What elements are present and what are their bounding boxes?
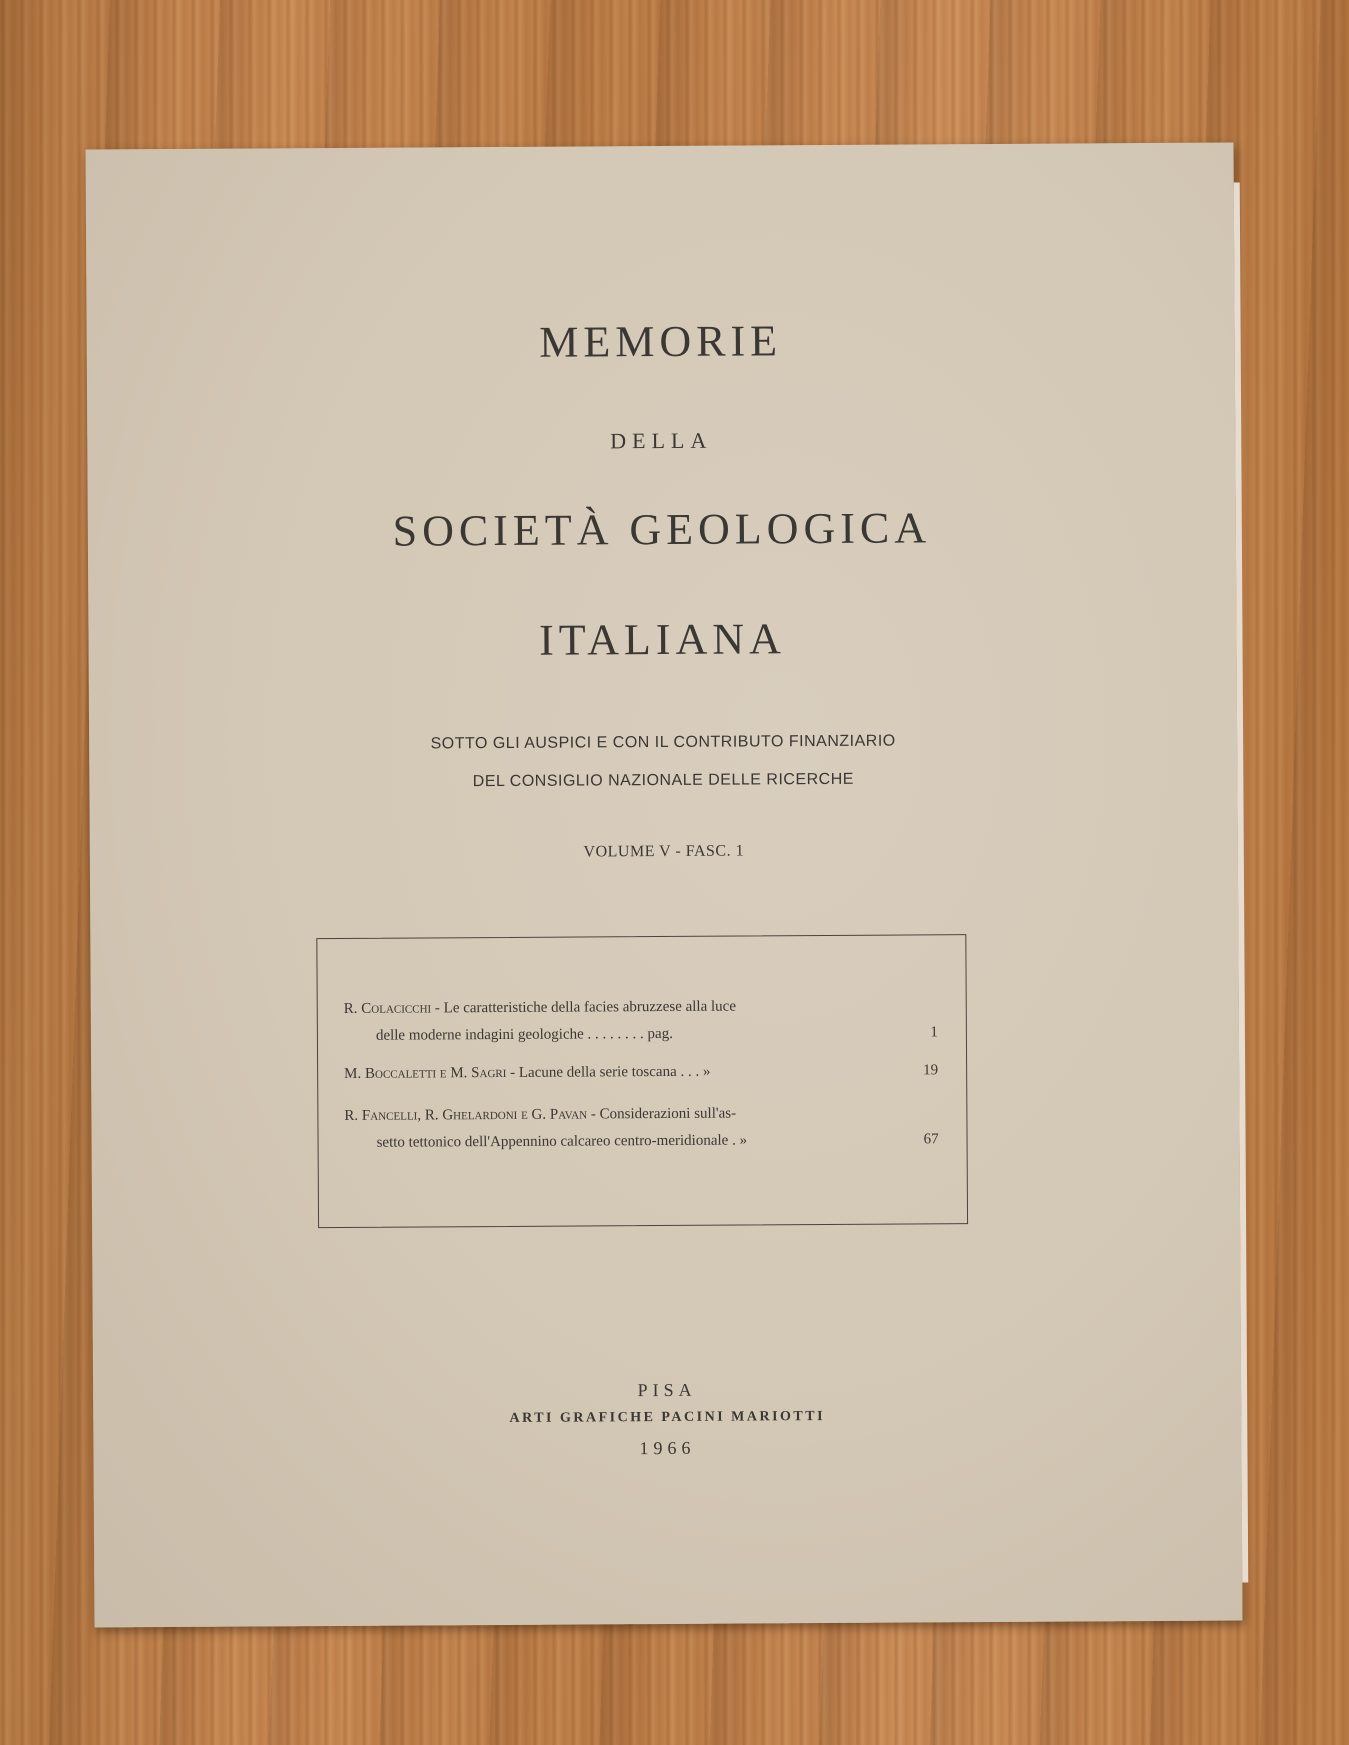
- toc-entry-1-author: R. Colacicchi: [343, 1000, 432, 1017]
- toc-entry-1-title-line1: - Le caratteristiche della facies abruzzese alla luce: [431, 998, 737, 1017]
- toc-entry-3-page: 67: [923, 1131, 939, 1148]
- cover-della: DELLA: [610, 427, 713, 454]
- toc-entry-3-author: R. Fancelli, R. Ghelardoni e G. Pavan: [344, 1106, 588, 1124]
- imprint-year: 1966: [639, 1437, 696, 1459]
- journal-cover: [85, 143, 1242, 1628]
- cover-subtitle-line1: SOTTO GLI AUSPICI E CON IL CONTRIBUTO FINANZIARIO: [430, 732, 896, 753]
- toc-entry-1-title-line2: delle moderne indagini geologiche . . . . . . . . pag.: [375, 1025, 673, 1044]
- toc-entry-3-line1: [344, 1106, 736, 1125]
- cover-edge: [1234, 182, 1249, 1582]
- toc-entry-2-author: M. Boccaletti e M. Sagri: [344, 1064, 507, 1082]
- cover-title: MEMORIE: [539, 316, 783, 367]
- cover-society: SOCIETÀ GEOLOGICA: [392, 503, 932, 556]
- imprint-printer: ARTI GRAFICHE PACINI MARIOTTI: [509, 1409, 826, 1426]
- toc-entry-2-title-line1: - Lacune della serie toscana . . . »: [506, 1063, 711, 1081]
- table-of-contents: [316, 934, 968, 1228]
- toc-entry-3-title-line1: - Considerazioni sull'as-: [587, 1105, 737, 1123]
- toc-entry-3-line2: [377, 1132, 748, 1151]
- toc-entry-2-page: 19: [923, 1062, 939, 1079]
- imprint-city: PISA: [637, 1379, 697, 1401]
- toc-entry-3-title-line2: setto tettonico dell'Appennino calcareo centro-meridionale . »: [376, 1132, 748, 1151]
- toc-entry-1-page: 1: [930, 1024, 938, 1041]
- cover-subtitle-line2: DEL CONSIGLIO NAZIONALE DELLE RICERCHE: [472, 770, 854, 791]
- toc-entry-1-line2: [376, 1026, 673, 1045]
- toc-entry-2-line1: [344, 1064, 710, 1083]
- cover-volume: VOLUME V - FASC. 1: [583, 842, 745, 861]
- cover-country: ITALIANA: [539, 614, 786, 665]
- toc-entry-1-line1: [344, 999, 736, 1018]
